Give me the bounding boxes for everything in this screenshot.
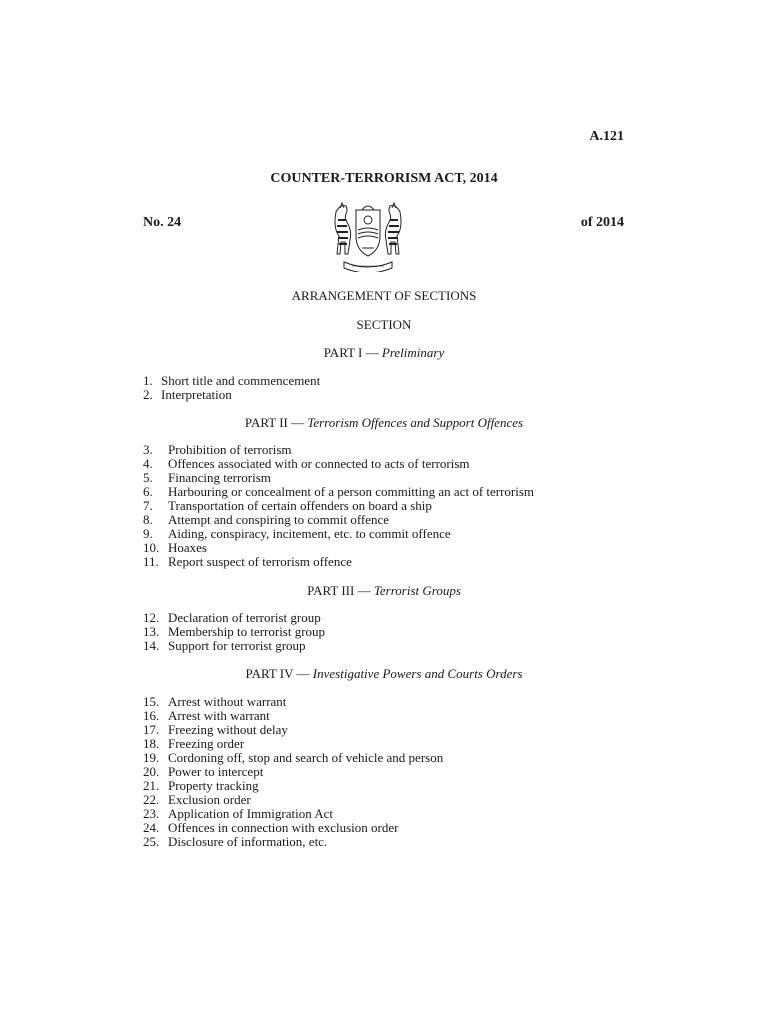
section-number: 14. bbox=[143, 638, 160, 653]
section-title: Prohibition of terrorism bbox=[168, 442, 292, 457]
list-item bbox=[143, 709, 443, 723]
section-number: 2. bbox=[143, 387, 153, 402]
section-number: 16. bbox=[143, 708, 160, 723]
part-label: PART II — bbox=[244, 415, 308, 430]
list-item bbox=[143, 695, 443, 709]
list-item bbox=[143, 527, 534, 541]
section-list bbox=[143, 695, 443, 849]
section-number: 7. bbox=[143, 498, 153, 513]
part-heading bbox=[0, 583, 768, 599]
list-item bbox=[143, 611, 325, 625]
part-label: PART III — bbox=[307, 583, 374, 598]
list-item bbox=[143, 625, 325, 639]
list-item bbox=[143, 793, 443, 807]
section-number: 17. bbox=[143, 722, 160, 737]
section-title: Freezing without delay bbox=[168, 722, 288, 737]
act-year: of 2014 bbox=[580, 215, 624, 230]
list-item bbox=[143, 374, 320, 388]
section-title: Property tracking bbox=[168, 778, 259, 793]
section-number: 18. bbox=[143, 736, 160, 751]
part-heading bbox=[0, 345, 768, 361]
section-title: Membership to terrorist group bbox=[168, 624, 326, 639]
section-title: Arrest without warrant bbox=[168, 694, 287, 709]
section-number: 23. bbox=[143, 806, 160, 821]
section-title: Exclusion order bbox=[168, 792, 251, 807]
section-title: Disclosure of information, etc. bbox=[168, 834, 328, 849]
act-title: COUNTER-TERRORISM ACT, 2014 bbox=[270, 171, 498, 186]
list-item bbox=[143, 485, 534, 499]
section-title: Aiding, conspiracy, incitement, etc. to commit offence bbox=[168, 526, 451, 541]
section-number: 4. bbox=[143, 456, 153, 471]
section-list bbox=[143, 374, 320, 402]
section-title: Application of Immigration Act bbox=[168, 806, 333, 821]
act-number: No. 24 bbox=[143, 215, 182, 230]
list-item bbox=[143, 443, 534, 457]
section-number: 5. bbox=[143, 470, 153, 485]
section-number: 8. bbox=[143, 512, 153, 527]
page-reference: A.121 bbox=[589, 129, 624, 144]
section-number: 3. bbox=[143, 442, 153, 457]
part-heading bbox=[0, 415, 768, 431]
section-title: Declaration of terrorist group bbox=[168, 610, 321, 625]
section-number: 15. bbox=[143, 694, 160, 709]
section-title: Harbouring or concealment of a person committing an act of terrorism bbox=[168, 484, 535, 499]
section-number: 1. bbox=[143, 373, 153, 388]
part-title: Investigative Powers and Courts Orders bbox=[312, 666, 523, 681]
list-item bbox=[143, 541, 534, 555]
list-item bbox=[143, 835, 443, 849]
section-number: 21. bbox=[143, 778, 160, 793]
section-number: 6. bbox=[143, 484, 153, 499]
list-item bbox=[143, 751, 443, 765]
section-title: Support for terrorist group bbox=[168, 638, 306, 653]
section-title: Interpretation bbox=[161, 387, 232, 402]
list-item bbox=[143, 765, 443, 779]
arrangement-heading: ARRANGEMENT OF SECTIONS bbox=[291, 288, 477, 303]
section-number: 24. bbox=[143, 820, 160, 835]
part-label: PART IV — bbox=[245, 666, 313, 681]
section-number: 11. bbox=[143, 554, 159, 569]
section-title: Cordoning off, stop and search of vehicle and person bbox=[168, 750, 444, 765]
list-item bbox=[143, 821, 443, 835]
section-number: 13. bbox=[143, 624, 160, 639]
section-heading: SECTION bbox=[356, 317, 412, 332]
section-number: 9. bbox=[143, 526, 153, 541]
section-title: Transportation of certain offenders on board a ship bbox=[168, 498, 432, 513]
list-item bbox=[143, 639, 325, 653]
part-title: Terrorism Offences and Support Offences bbox=[307, 415, 524, 430]
section-title: Financing terrorism bbox=[168, 470, 271, 485]
section-number: 12. bbox=[143, 610, 160, 625]
list-item bbox=[143, 457, 534, 471]
list-item bbox=[143, 388, 320, 402]
list-item bbox=[143, 555, 534, 569]
section-list bbox=[143, 611, 325, 653]
part-title: Preliminary bbox=[381, 345, 445, 360]
list-item bbox=[143, 737, 443, 751]
section-title: Power to intercept bbox=[168, 764, 264, 779]
list-item bbox=[143, 779, 443, 793]
list-item bbox=[143, 499, 534, 513]
section-title: Short title and commencement bbox=[161, 373, 321, 388]
section-number: 10. bbox=[143, 540, 160, 555]
section-title: Freezing order bbox=[168, 736, 245, 751]
section-number: 22. bbox=[143, 792, 160, 807]
section-title: Report suspect of terrorism offence bbox=[168, 554, 352, 569]
list-item bbox=[143, 807, 443, 821]
section-title: Hoaxes bbox=[168, 540, 207, 555]
section-title: Offences in connection with exclusion order bbox=[168, 820, 399, 835]
section-title: Offences associated with or connected to acts of terrorism bbox=[168, 456, 470, 471]
part-title: Terrorist Groups bbox=[373, 583, 461, 598]
part-label: PART I — bbox=[323, 345, 382, 360]
section-number: 20. bbox=[143, 764, 160, 779]
list-item bbox=[143, 723, 443, 737]
section-title: Arrest with warrant bbox=[168, 708, 270, 723]
section-number: 19. bbox=[143, 750, 160, 765]
part-heading bbox=[0, 666, 768, 682]
section-list bbox=[143, 443, 534, 569]
section-number: 25. bbox=[143, 834, 160, 849]
coat-of-arms-icon bbox=[318, 200, 418, 272]
section-title: Attempt and conspiring to commit offence bbox=[168, 512, 390, 527]
list-item bbox=[143, 513, 534, 527]
list-item bbox=[143, 471, 534, 485]
